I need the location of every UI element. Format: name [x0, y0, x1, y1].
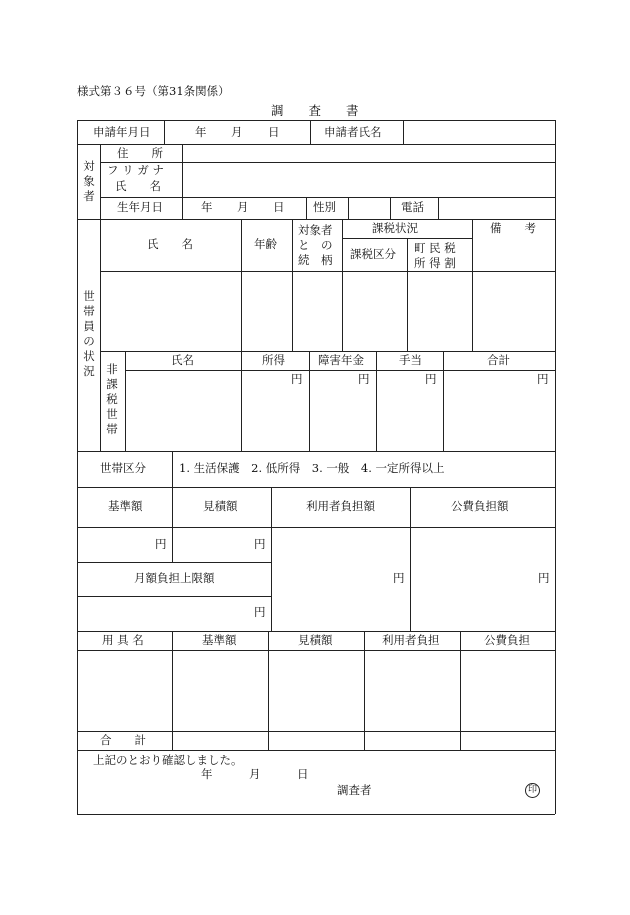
seal-mark: 印 — [525, 783, 540, 798]
confirmation-day: 日 — [297, 767, 309, 781]
birth-year: 年 — [201, 200, 213, 214]
estimate-amount-header: 見積額 — [203, 499, 238, 513]
age-header: 年齢 — [254, 237, 277, 251]
allowance-header: 手当 — [399, 353, 422, 367]
public-burden-yen: 円 — [538, 571, 550, 585]
equipment-standard-header: 基準額 — [202, 633, 237, 647]
pension-header: 障害年金 — [318, 353, 364, 367]
confirmation-month: 月 — [249, 767, 261, 781]
household-category-options: 1. 生活保護 2. 低所得 3. 一般 4. 一定所得以上 — [179, 461, 445, 475]
estimate-amount-yen: 円 — [254, 537, 266, 551]
household-section-label: 世 帯 員 の 状 況 — [83, 289, 95, 378]
user-burden-yen: 円 — [393, 571, 405, 585]
tax-status-header: 課税状況 — [372, 221, 418, 235]
equipment-total-label: 合 計 — [100, 733, 146, 747]
relation-header: 対象者 と の 続 柄 — [298, 223, 333, 267]
pension-yen: 円 — [358, 372, 370, 386]
user-burden-header: 利用者負担額 — [306, 499, 375, 513]
equipment-name-header: 用 具 名 — [102, 633, 144, 647]
investigator-label: 調査者 — [337, 783, 372, 797]
application-date-label: 申請年月日 — [93, 125, 151, 139]
nontax-name-header: 氏名 — [171, 353, 194, 367]
phone-label: 電話 — [401, 200, 424, 214]
form-number: 様式第３６号（第31条関係） — [77, 84, 230, 98]
remarks-header: 備 考 — [490, 221, 536, 235]
total-yen: 円 — [537, 372, 549, 386]
birth-day: 日 — [273, 200, 285, 214]
member-name-header: 氏 名 — [147, 237, 193, 251]
confirmation-year: 年 — [201, 767, 213, 781]
household-category-label: 世帯区分 — [100, 461, 146, 475]
allowance-yen: 円 — [425, 372, 437, 386]
tax-class-header: 課税区分 — [350, 247, 396, 261]
public-burden-header: 公費負担額 — [451, 499, 509, 513]
total-header: 合計 — [487, 353, 510, 367]
standard-amount-header: 基準額 — [108, 499, 143, 513]
document-title: 調 査 書 — [271, 103, 359, 118]
town-tax-header: 町 民 税 所 得 割 — [414, 241, 456, 270]
applicant-name-label: 申請者氏名 — [324, 125, 382, 139]
standard-amount-yen: 円 — [155, 537, 167, 551]
equipment-public-header: 公費負担 — [484, 633, 530, 647]
gender-label: 性別 — [313, 200, 336, 214]
confirmation-text: 上記のとおり確認しました。 — [93, 753, 243, 767]
birth-month: 月 — [237, 200, 249, 214]
application-date-day: 日 — [268, 125, 280, 139]
equipment-estimate-header: 見積額 — [298, 633, 333, 647]
birth-date-label: 生年月日 — [117, 200, 163, 214]
income-header: 所得 — [262, 353, 285, 367]
monthly-limit-label: 月額負担上限額 — [134, 571, 215, 585]
application-date-month: 月 — [231, 125, 243, 139]
subject-section-label: 対 象 者 — [83, 159, 95, 203]
application-date-year: 年 — [195, 125, 207, 139]
furigana-label: フ リ ガ ナ — [107, 163, 164, 177]
subject-name-label: 氏 名 — [115, 179, 161, 193]
nontax-section-label: 非 課 税 世 帯 — [106, 362, 118, 436]
monthly-limit-yen: 円 — [254, 605, 266, 619]
address-label: 住 所 — [117, 146, 163, 160]
income-yen: 円 — [291, 372, 303, 386]
equipment-user-header: 利用者負担 — [382, 633, 440, 647]
